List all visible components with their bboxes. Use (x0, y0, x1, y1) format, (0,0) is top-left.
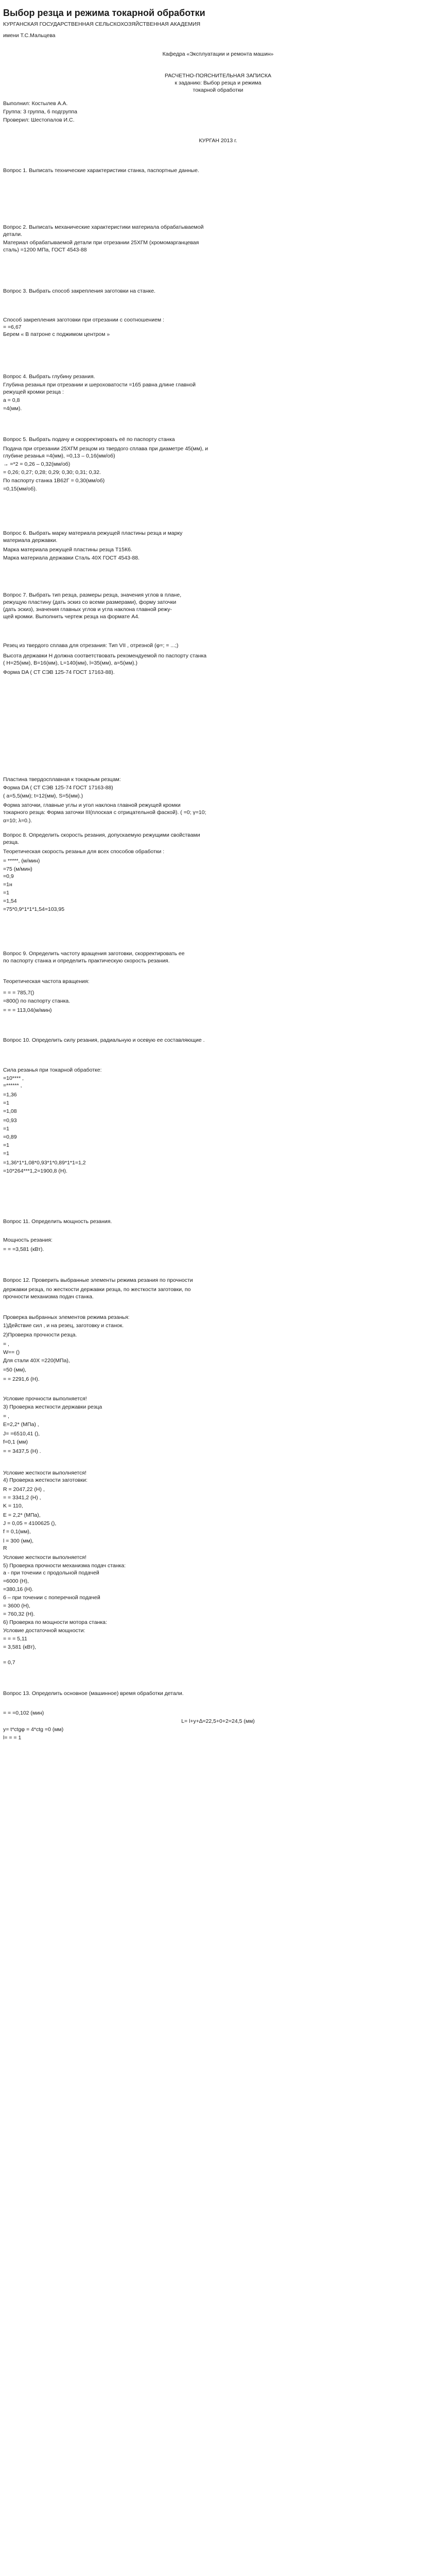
document-line: =1 (3, 1100, 9, 1106)
document-line: Условие жесткости выполняется! (3, 1554, 86, 1561)
document-line: сталь) =1200 МПа, ГОСТ 4543-88 (3, 247, 87, 253)
document-line: y= t*ctgφ = 4*ctg =0 (мм) (3, 1726, 64, 1733)
document-line: Вопрос 1. Выписать технические характеристики станка, паспортные данные. (3, 167, 199, 174)
document-line: По паспорту станка 1В62Г = 0,30(мм/об) (3, 478, 105, 484)
document-line: a = 0,8 (3, 397, 20, 403)
document-line: =1,36 (3, 1092, 17, 1098)
document-line: W== () (3, 1349, 20, 1355)
document-line: l = 300 (мм), (3, 1538, 34, 1544)
document-line: = =6,67 (3, 324, 22, 330)
document-line: Вопрос 7. Выбрать тип резца, размеры резца, значения углов в плане, (3, 592, 182, 598)
document-line: α=10; λ=0.). (3, 818, 32, 824)
document-line: Форма заточки, главные углы и угол наклона главной режущей кромки (3, 802, 181, 808)
document-line: режущую пластину (дать эскиз со всеми размерами), форму заточки (3, 599, 177, 605)
document-line: = 3,581 (кВт), (3, 1644, 37, 1650)
document-line: a - при точении с продольной подачей (3, 1570, 99, 1576)
document-line: = = 3341,2 (Н) , (3, 1495, 41, 1501)
document-line: Вопрос 9. Определить частоту вращения заготовки, скорректировать ее (3, 951, 185, 957)
document-line: Материал обрабатываемой детали при отрезании 25ХГМ (хромомарганцевая (3, 240, 199, 246)
document-line: = = 2291,6 (Н). (3, 1376, 40, 1382)
document-line: Условие жесткости выполняется! (3, 1470, 86, 1476)
document-line: = = = 113,04(м/мин) (3, 1007, 52, 1013)
document-line: Мощность резания: (3, 1237, 53, 1243)
document-line: Подача при отрезании 25ХГМ резцом из твердого сплава при диаметре 45(мм), и (3, 446, 208, 452)
document-line: =10**** , (3, 1075, 24, 1081)
document-line: прочности механизма подач станка. (3, 1294, 94, 1300)
document-line: резца. (3, 839, 20, 845)
document-line: детали. (3, 231, 23, 238)
document-line: по паспорту станка и определить практическую скорость резания. (3, 958, 170, 964)
document-line: = 760,32 (Н). (3, 1611, 35, 1617)
document-line: → =*2 = 0,26 – 0,32(мм/об) (3, 461, 71, 467)
document-line: = = 3437,5 (Н) . (3, 1448, 41, 1454)
document-line: = 0,26; 0,27; 0,28; 0,29; 0,30; 0,31; 0,32. (3, 469, 101, 476)
document-line: 3) Проверка жесткости державки резца (3, 1404, 102, 1410)
document-line: Теоретическая частота вращения: (3, 978, 90, 985)
document-line: Форма DA ( СТ СЭВ 125-74 ГОСТ 17163-88). (3, 669, 115, 675)
document-line: Сила резанья при токарной обработке: (3, 1067, 102, 1073)
document-line: =1 (3, 1126, 9, 1132)
document-line: =0,9 (3, 873, 14, 879)
document-line: Высота державки H должна соответствовать рекомендуемой по паспорту станка (3, 653, 207, 659)
document-line: токарной обработки (193, 87, 243, 93)
document-line: РАСЧЕТНО-ПОЯСНИТЕЛЬНАЯ ЗАПИСКА (164, 73, 272, 79)
document-line: J = 0,05 = 4100625 (), (3, 1520, 57, 1527)
document-line: =50 (мм), (3, 1367, 27, 1373)
document-line: = = = 5,11 (3, 1636, 27, 1642)
document-line: Вопрос 4. Выбрать глубину резания. (3, 374, 95, 380)
document-line: Проверил: Шестопалов И.С. (3, 117, 75, 123)
document-line: Группа: 3 группа, 6 подгруппа (3, 109, 77, 115)
document-line: Вопрос 2. Выписать механические характеристики материала обрабатываемой (3, 224, 204, 230)
document-line: Вопрос 6. Выбрать марку материала режущей пластины резца и марку (3, 530, 183, 536)
document-line: КУРГАНСКАЯ ГОСУДАРСТВЕННАЯ СЕЛЬСКОХОЗЯЙСТВЕННАЯ АКАДЕМИЯ (3, 21, 201, 27)
document-line: f=0,1 (мм) (3, 1439, 28, 1445)
document-line: E = 2,2* (МПа), (3, 1512, 41, 1518)
document-line: = = =3,581 (кВт). (3, 1246, 44, 1252)
document-line: Берем « В патроне с поджимом центром » (3, 331, 110, 337)
document-line: Способ закрепления заготовки при отрезании с соотношением : (3, 317, 164, 323)
document-line: Вопрос 5. Выбрать подачу и скорректировать её по паспорту станка (3, 436, 175, 443)
document-line: Вопрос 3. Выбрать способ закрепления заготовки на станке. (3, 288, 155, 294)
document-line: Вопрос 13. Определить основное (машинное) время обработки детали. (3, 1690, 184, 1697)
document-line: K = 110, (3, 1503, 23, 1509)
document-line: 5) Проверка прочности механизма подач станка: (3, 1563, 126, 1569)
document-line: КУРГАН 2013 г. (199, 138, 237, 144)
document-line: Для стали 40Х =220(МПа), (3, 1358, 70, 1364)
document-line: R (3, 1545, 7, 1551)
document-title: Выбор резца и режима токарной обработки (3, 8, 205, 19)
document-line: l= = = 1 (3, 1735, 22, 1741)
document-line: токарного резца: Форма заточки III(плоская с отрицательной фаской). ( =0; γ=10; (3, 809, 206, 816)
document-line: =380,16 (Н). (3, 1586, 33, 1592)
document-line: =800() по паспорту станка. (3, 998, 71, 1004)
document-line: =0,15(мм/об). (3, 486, 37, 492)
document-line: 4) Проверка жесткости заготовки: (3, 1477, 88, 1483)
document-line: =75*0,9*1*1*1,54=103,95 (3, 906, 65, 912)
document-line: =1н (3, 882, 12, 888)
document-line: =****** , (3, 1082, 22, 1089)
document-line: 1)Действие сил , и на резец, заготовку и станок. (3, 1323, 124, 1329)
document-line: Условие прочности выполняется! (3, 1396, 87, 1402)
document-line: = *****, (м/мин) (3, 858, 40, 864)
document-line: Кафедра «Эксплуатации и ремонта машин» (162, 51, 274, 57)
document-line: =1,08 (3, 1108, 17, 1114)
document-line: Теоретическая скорость резанья для всех способов обработки : (3, 849, 165, 855)
document-line: Выполнил: Костылев А.А. (3, 100, 68, 107)
document-line: Марка материала режущей пластины резца Т15К6. (3, 547, 132, 553)
document-line: =6000 (Н), (3, 1578, 29, 1584)
document-line: державки резца, по жесткости державки резца, по жесткости заготовки, по (3, 1286, 191, 1293)
document-line: Форма DA ( СТ СЭВ 125-74 ГОСТ 17163-88) (3, 785, 113, 791)
document-line: = = = 785,7() (3, 990, 34, 996)
document-line: 2)Проверка прочности резца. (3, 1332, 77, 1338)
document-line: глубине резанья =4(мм), =0,13 – 0,16(мм/об) (3, 453, 115, 459)
document-line: б – при точении с поперечной подачей (3, 1595, 100, 1601)
document-line: ( a=5,5(мм); t=12(мм), S=5(мм).) (3, 793, 83, 799)
document-line: к заданию: Выбор резца и режима (175, 80, 261, 86)
document-line: (дать эскиз), значения главных углов и угла наклона главной режу- (3, 606, 172, 613)
document-line: L= l+y+∆=22,5+0+2=24,5 (мм) (181, 1718, 255, 1724)
document-line: f = 0,1(мм), (3, 1529, 31, 1535)
document-line: =1,54 (3, 898, 17, 904)
document-line: =1 (3, 1150, 9, 1157)
document-line: Глубина резанья при отрезании и шероховатости =165 равна длине главной (3, 382, 196, 388)
document-line: материала державки. (3, 537, 58, 544)
document-line: Вопрос 12. Проверить выбранные элементы режима резания по прочности (3, 1277, 193, 1283)
document-line: =10*264***1,2=1900,8 (Н). (3, 1168, 67, 1174)
document-line: J= =6510,41 (), (3, 1431, 40, 1437)
document-line: Вопрос 11. Определить мощность резания. (3, 1218, 112, 1225)
document-line: Вопрос 10. Определить силу резания, радиальную и осевую ее составляющие . (3, 1037, 205, 1043)
document-line: режущей кромки резца : (3, 389, 64, 395)
document-line: E=2,2* (МПа) , (3, 1421, 39, 1428)
document-line: =1 (3, 1142, 9, 1148)
document-line: = = =0,102 (мин) (3, 1710, 44, 1716)
document-line: = 0,7 (3, 1659, 15, 1666)
document-line: =0,89 (3, 1134, 17, 1140)
document-line: =4(мм). (3, 405, 22, 412)
document-line: щей кромки. Выполнить чертеж резца на формате А4. (3, 614, 139, 620)
document-line: Условие достаточной мощности: (3, 1628, 85, 1634)
document-line: = , (3, 1413, 9, 1419)
document-line: Вопрос 8. Определить скорость резания, допускаемую режущими свойствами (3, 832, 200, 838)
document-line: =75 (м/мин) (3, 866, 32, 872)
document-line: = 3600 (Н), (3, 1603, 30, 1609)
document-line: Резец из твердого сплава для отрезания: Тип VII , отрезной (φ=; = ...;) (3, 642, 179, 649)
document-line: имени Т.С.Мальцева (3, 32, 56, 39)
document-line: R = 2047,22 (Н) , (3, 1486, 45, 1493)
document-line: Проверка выбранных элементов режима резанья: (3, 1314, 130, 1320)
document-line: =1,36*1*1,08*0,93*1*0,89*1*1=1,2 (3, 1160, 86, 1166)
document-line: ( H=25(мм), B=16(мм), L=140(мм), l=35(мм), a=5(мм).) (3, 660, 137, 666)
document-line: Марка материала державки Сталь 40Х ГОСТ 4543-88. (3, 555, 140, 561)
document-line: Пластина твердосплавная к токарным резцам: (3, 776, 121, 783)
document-line: 6) Проверка по мощности мотора станка: (3, 1619, 107, 1625)
document-line: = , (3, 1341, 9, 1347)
document-line: =0,93 (3, 1117, 17, 1124)
document-line: =1 (3, 890, 9, 896)
